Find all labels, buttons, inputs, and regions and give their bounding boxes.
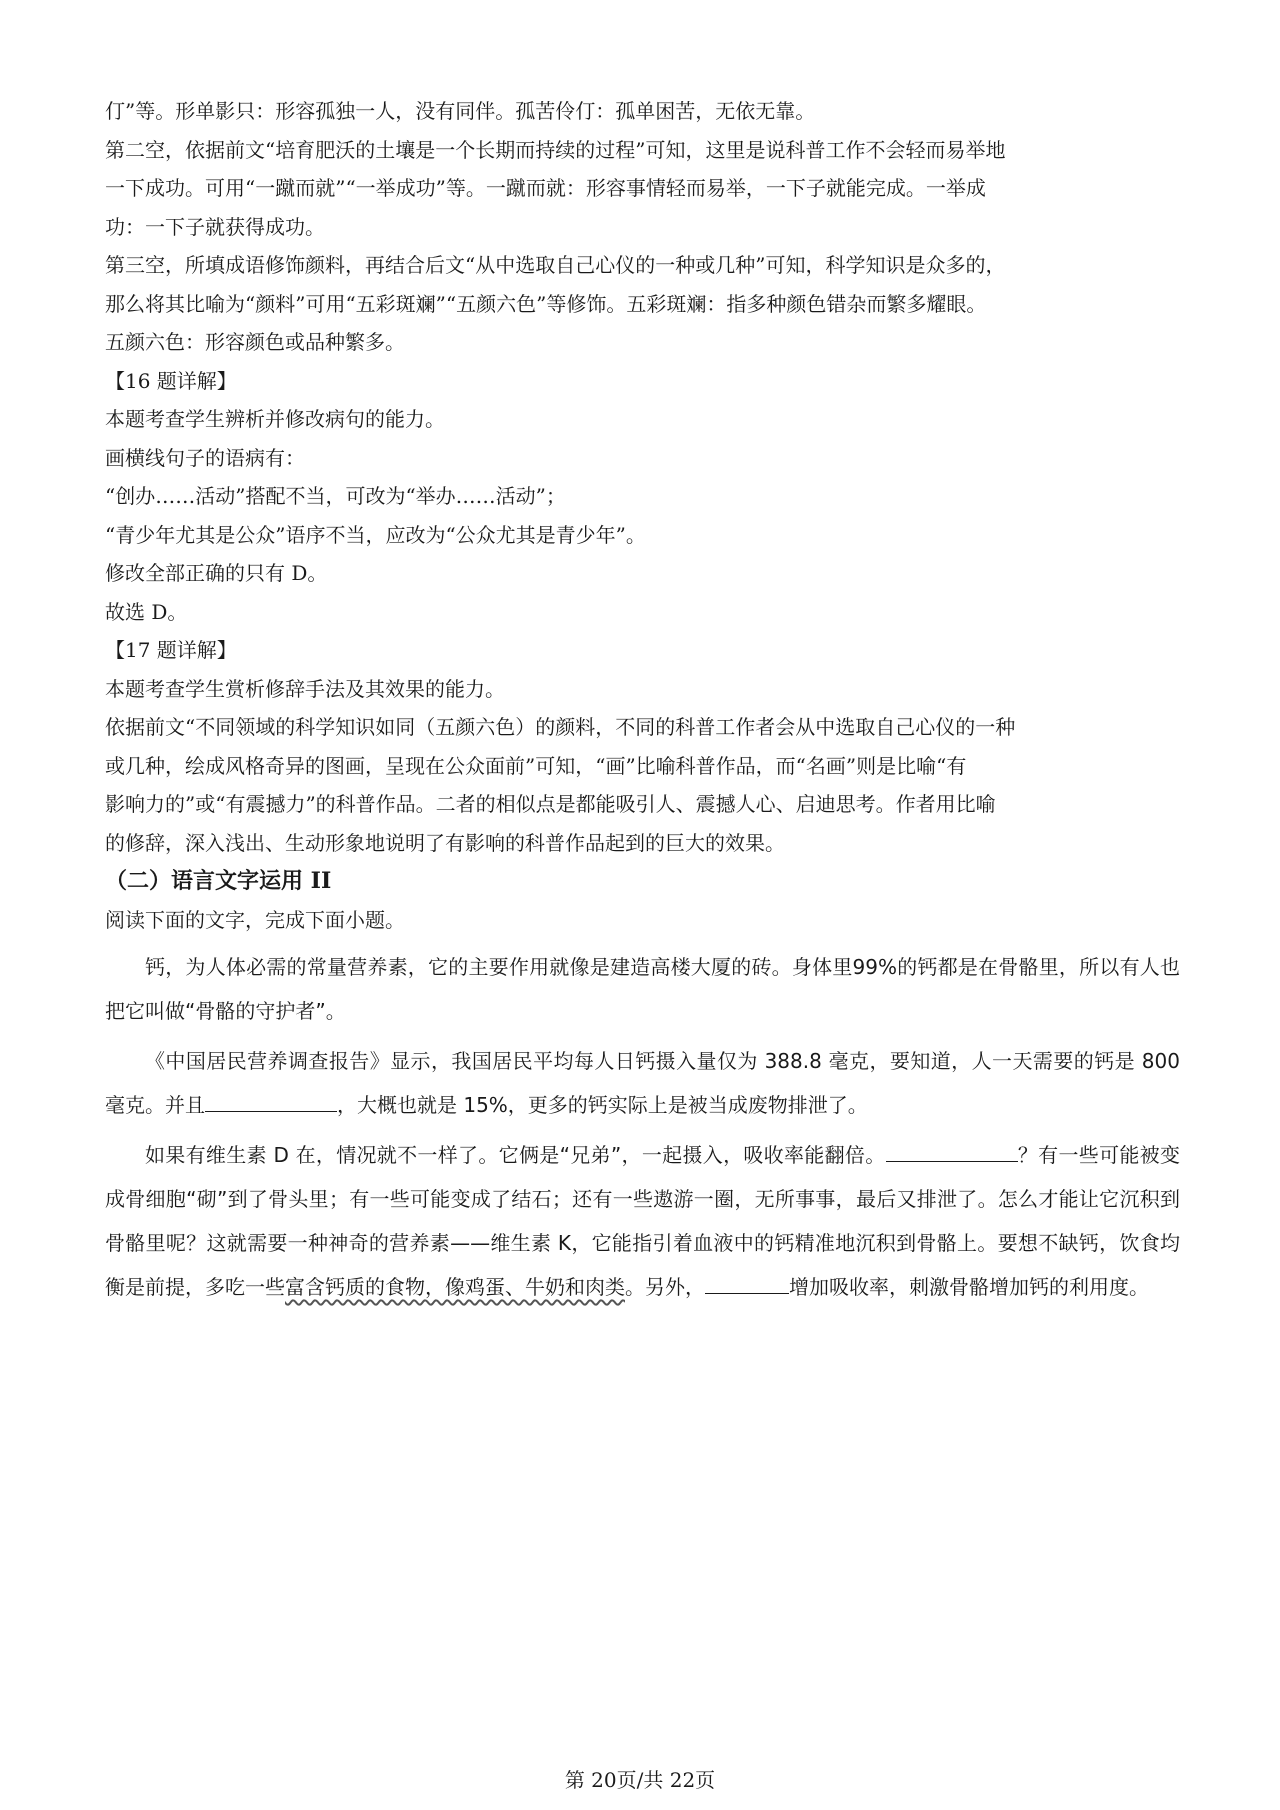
explanation-line: “创办……活动”搭配不当，可改为“举办……活动”； [105, 484, 566, 508]
explanation-line: 【16 题详解】 [105, 368, 237, 393]
reading-instruction: 阅读下面的文字，完成下面小题。 [105, 907, 405, 932]
section-heading: （二）语言文字运用 II [105, 868, 332, 894]
answer-blank-1 [205, 1091, 337, 1112]
explanation-line: 影响力的”或“有震撼力”的科普作品。二者的相似点是都能吸引人、震撼人心、启迪思考。作者用比喻 [105, 792, 996, 816]
answer-explanation-block [105, 94, 1180, 864]
explanation-line: 本题考查学生辨析并修改病句的能力。 [105, 407, 445, 431]
passage-text: 如果有维生素 D 在，情况就不一样了。它俩是“兄弟”，一起摄入，吸收率能翻倍。 [145, 1143, 886, 1167]
explanation-line: 仃”等。形单影只：形容孤独一人，没有同伴。孤苦伶仃：孤单困苦，无依无靠。 [105, 99, 816, 123]
reading-passage [105, 945, 1180, 1309]
answer-blank-2 [886, 1141, 1018, 1162]
explanation-line: 故选 D。 [105, 599, 188, 624]
passage-paragraph-2 [105, 1039, 1180, 1127]
passage-text: ，大概也就是 15%，更多的钙实际上是被当成废物排泄了。 [337, 1093, 868, 1117]
passage-paragraph-1: 钙，为人体必需的常量营养素，它的主要作用就像是建造高楼大厦的砖。身体里99%的钙都是在骨骼里，所以有人也把它叫做“骨骼的守护者”。 [105, 955, 1180, 1023]
explanation-line: 第三空，所填成语修饰颜料，再结合后文“从中选取自己心仪的一种或几种”可知，科学知识是众多的， [105, 253, 1006, 277]
page-content [105, 94, 1180, 1315]
explanation-line: 五颜六色：形容颜色或品种繁多。 [105, 330, 405, 354]
explanation-line: 【17 题详解】 [105, 638, 237, 662]
wavy-underlined-text: 富含钙质的食物，像鸡蛋、牛奶和肉类 [285, 1275, 625, 1299]
passage-text: 《中国居民营养调查报告》显示，我国居民平均每人日钙摄入量仅为 388.8 毫克，要知道，人一天需要的钙是 800 毫克。并且 [105, 1049, 1180, 1117]
passage-paragraph-3 [105, 1133, 1180, 1309]
answer-blank-3 [705, 1273, 789, 1294]
explanation-line: 画横线句子的语病有： [105, 445, 305, 470]
explanation-line: 功：一下子就获得成功。 [105, 214, 325, 239]
passage-text: 。另外， [625, 1275, 705, 1299]
explanation-line: 依据前文“不同领域的科学知识如同（五颜六色）的颜料，不同的科普工作者会从中选取自己心仪的一种 [105, 715, 1016, 739]
explanation-line: 本题考查学生赏析修辞手法及其效果的能力。 [105, 676, 505, 701]
explanation-line: 那么将其比喻为“颜料”可用“五彩斑斓”“五颜六色”等修饰。五彩斑斓：指多种颜色错杂而繁多耀眼。 [105, 291, 987, 316]
explanation-line: “青少年尤其是公众”语序不当，应改为“公众尤其是青少年”。 [105, 522, 646, 547]
page-number-footer: 第 20页/共 22页 [564, 1768, 716, 1792]
explanation-line: 一下成功。可用“一蹴而就”“一举成功”等。一蹴而就：形容事情轻而易举，一下子就能完成。一举成 [105, 176, 986, 200]
passage-text: 增加吸收率，刺激骨骼增加钙的利用度。 [789, 1275, 1149, 1299]
explanation-line: 第二空，依据前文“培育肥沃的土壤是一个长期而持续的过程”可知，这里是说科普工作不会轻而易举地 [105, 137, 1006, 162]
explanation-line: 修改全部正确的只有 D。 [105, 561, 328, 585]
explanation-line: 的修辞，深入浅出、生动形象地说明了有影响的科普作品起到的巨大的效果。 [105, 830, 785, 855]
passage-text: ？有一些可能被变成骨细胞“砌”到了骨头里；有一些可能变成了结石；还有一些遨游一圈，无所事事，最后又排泄了。怎么才能让它沉积到骨骼里呢？这就需要一种神奇的营养素——维生素 K，它能指引着血液中的钙精准地沉积到骨骼上。要想不缺钙，饮食均衡是前提，多吃一些 [105, 1143, 1181, 1299]
explanation-line: 或几种，绘成风格奇异的图画，呈现在公众面前”可知，“画”比喻科普作品，而“名画”则是比喻“有 [105, 753, 967, 778]
